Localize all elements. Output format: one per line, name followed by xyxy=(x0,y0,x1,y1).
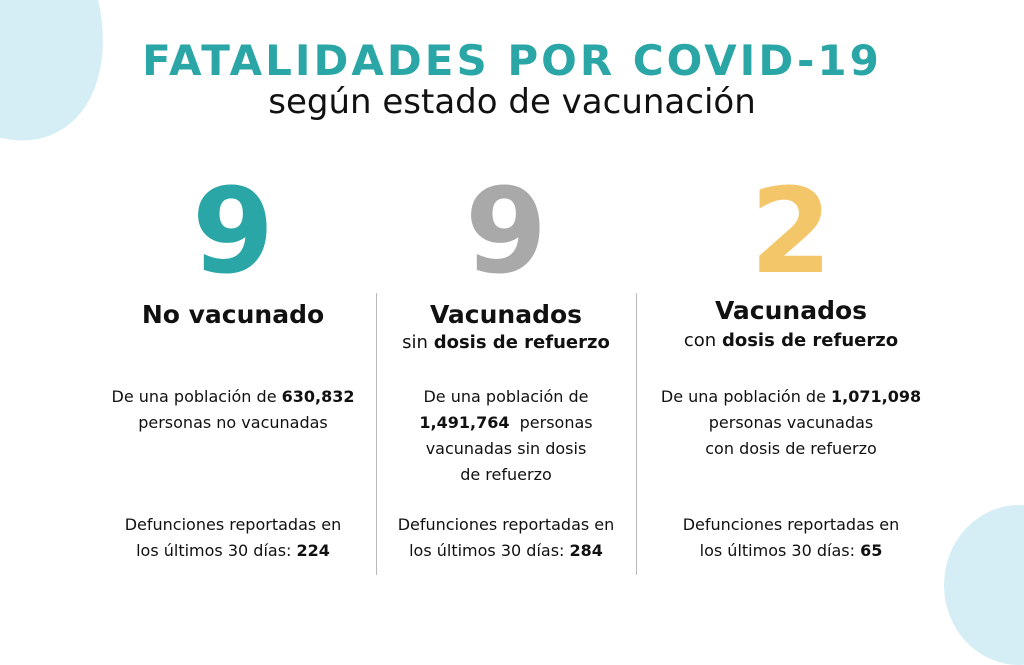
deaths-prefix: los últimos 30 días: xyxy=(699,541,855,560)
population-suffix: personas no vacunadas xyxy=(138,413,328,432)
deaths-text xyxy=(636,512,946,564)
population-value: 630,832 xyxy=(281,387,355,406)
deaths-text xyxy=(88,512,378,564)
population-suffix: personas vacunadas xyxy=(708,413,874,432)
deaths-value: 224 xyxy=(296,541,330,560)
background-shape-bottom-right xyxy=(944,505,1024,665)
category-label: Vacunados xyxy=(429,300,583,329)
deaths-text xyxy=(376,512,636,564)
category-sublabel xyxy=(376,331,636,355)
deaths-value: 284 xyxy=(569,541,603,560)
deaths-value: 65 xyxy=(860,541,883,560)
population-suffix: personas xyxy=(519,413,593,432)
sublabel-prefix: con xyxy=(683,330,717,351)
stat-column-unvaccinated xyxy=(88,162,378,575)
population-suffix: vacunadas sin dosis xyxy=(425,439,587,458)
deaths-prefix: los últimos 30 días: xyxy=(409,541,565,560)
sublabel-bold: dosis de refuerzo xyxy=(433,332,610,353)
deaths-line: Defunciones reportadas en xyxy=(124,515,342,534)
population-text xyxy=(386,384,626,488)
population-prefix: De una población de xyxy=(423,387,589,406)
category-label: Vacunados xyxy=(714,296,868,325)
population-suffix: con dosis de refuerzo xyxy=(705,439,877,458)
death-count-number: 9 xyxy=(464,162,548,300)
sublabel-prefix: sin xyxy=(402,332,428,353)
population-suffix: de refuerzo xyxy=(460,465,552,484)
sublabel-bold: dosis de refuerzo xyxy=(721,330,899,351)
population-value: 1,071,098 xyxy=(831,387,922,406)
population-prefix: De una población de xyxy=(660,387,826,406)
population-prefix: De una población de xyxy=(111,387,277,406)
deaths-line: Defunciones reportadas en xyxy=(682,515,900,534)
category-sublabel xyxy=(636,329,946,353)
page-title: FATALIDADES POR COVID-19 xyxy=(142,36,882,85)
stat-column-vaccinated-booster xyxy=(636,162,946,575)
deaths-line: Defunciones reportadas en xyxy=(397,515,615,534)
category-label: No vacunado xyxy=(141,300,325,329)
population-text xyxy=(88,384,378,436)
population-value: 1,491,764 xyxy=(419,413,510,432)
death-count-number: 9 xyxy=(191,162,275,300)
deaths-prefix: los últimos 30 días: xyxy=(136,541,292,560)
death-count-number: 2 xyxy=(749,162,833,300)
stat-column-vaccinated-no-booster xyxy=(376,162,636,575)
page-subtitle: según estado de vacunación xyxy=(268,82,756,122)
population-text xyxy=(636,384,946,462)
